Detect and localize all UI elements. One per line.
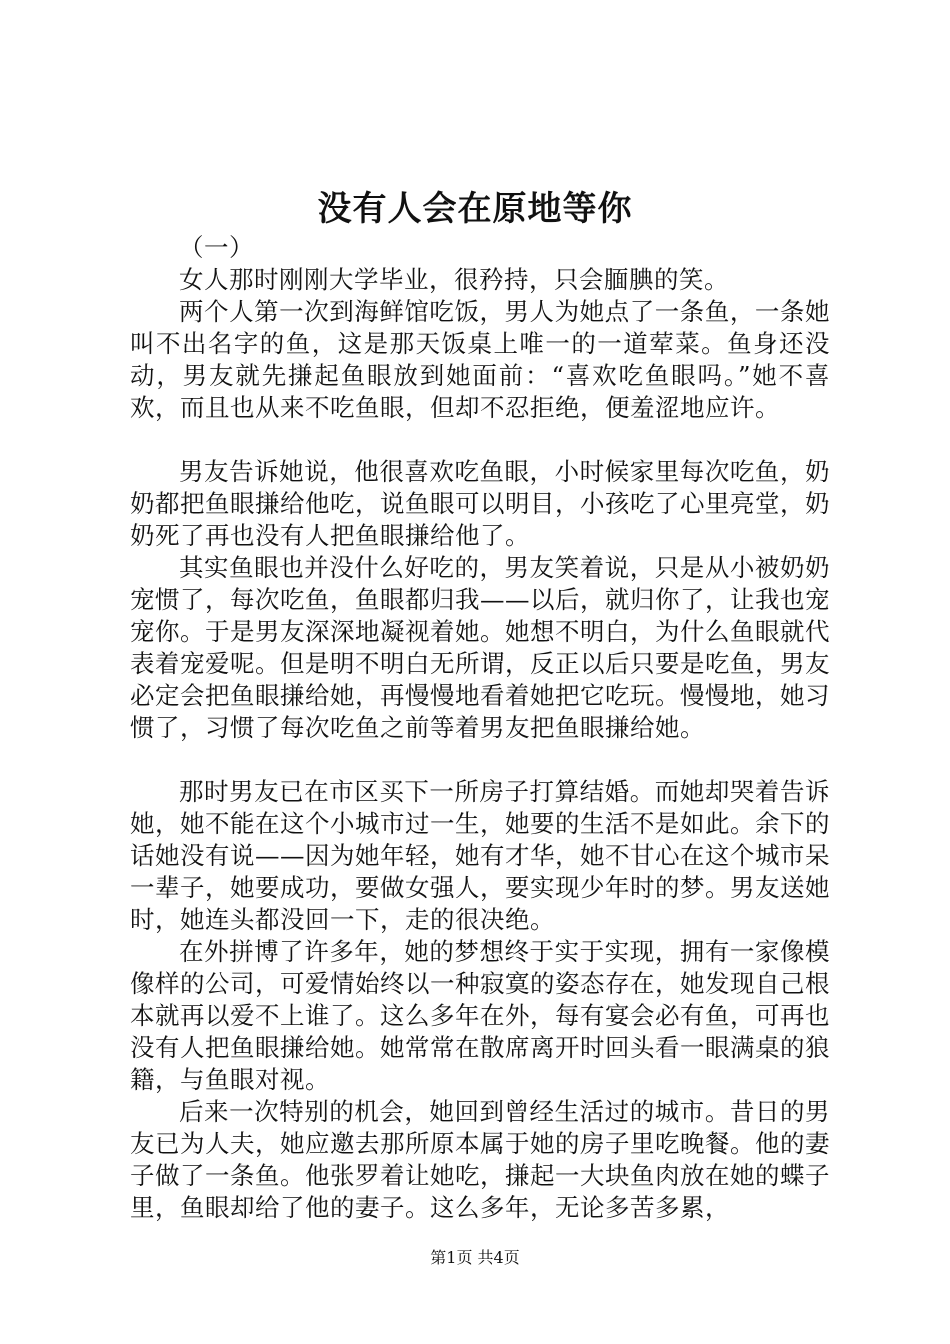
paragraph: 在外拼博了许多年，她的梦想终于实于实现，拥有一家像模像样的公司，可爱情始终以一种寂寞的姿态存在，她发现自己根本就再以爱不上谁了。这么多年在外，每有宴会必有鱼，可再也没有人把鱼眼搛给她。她常常在散席离开时回头看一眼满桌的狼籍，与鱼眼对视。	[130, 937, 830, 1094]
paragraph: 其实鱼眼也并没什么好吃的，男友笑着说，只是从小被奶奶宠惯了，每次吃鱼，鱼眼都归我——以后，就归你了，让我也宠宠你。于是男友深深地凝视着她。她想不明白，为什么鱼眼就代表着宠爱呢。但是明不明白无所谓，反正以后只要是吃鱼，男友必定会把鱼眼搛给她，再慢慢地看着她把它吃玩。慢慢地，她习惯了，习惯了每次吃鱼之前等着男友把鱼眼搛给她。	[130, 553, 830, 742]
document-title: 没有人会在原地等你	[317, 189, 633, 229]
paragraph: 后来一次特别的机会，她回到曾经生活过的城市。昔日的男友已为人夫，她应邀去那所原本属于她的房子里吃晚餐。他的妻子做了一条鱼。他张罗着让她吃，搛起一大块鱼肉放在她的蝶子里，鱼眼却给了他的妻子。这么多年，无论多苦多累，	[130, 1097, 830, 1222]
paragraph: 那时男友已在市区买下一所房子打算结婚。而她却哭着告诉她，她不能在这个小城市过一生，她要的生活不是如此。余下的话她没有说——因为她年轻，她有才华，她不甘心在这个城市呆一辈子，她要成功，要做女强人，要实现少年时的梦。男友送她时，她连头都没回一下，走的很决绝。	[130, 777, 830, 934]
paragraph: 女人那时刚刚大学毕业，很矜持，只会腼腆的笑。	[179, 265, 729, 294]
paragraph: 男友告诉她说，他很喜欢吃鱼眼，小时候家里每次吃鱼，奶奶都把鱼眼搛给他吃，说鱼眼可以明目，小孩吃了心里亮堂，奶奶死了再也没有人把鱼眼搛给他了。	[130, 457, 830, 550]
document-body	[130, 232, 830, 1224]
section-mark: （一）	[179, 233, 254, 262]
paragraph: 两个人第一次到海鲜馆吃饭，男人为她点了一条鱼，一条她叫不出名字的鱼，这是那天饭桌上唯一的一道荤菜。鱼身还没动，男友就先搛起鱼眼放到她面前：“喜欢吃鱼眼吗。”她不喜欢，而且也从来不吃鱼眼，但却不忍拒绝，便羞涩地应许。	[130, 297, 830, 422]
page-footer: 第1页 共4页	[430, 1248, 520, 1267]
